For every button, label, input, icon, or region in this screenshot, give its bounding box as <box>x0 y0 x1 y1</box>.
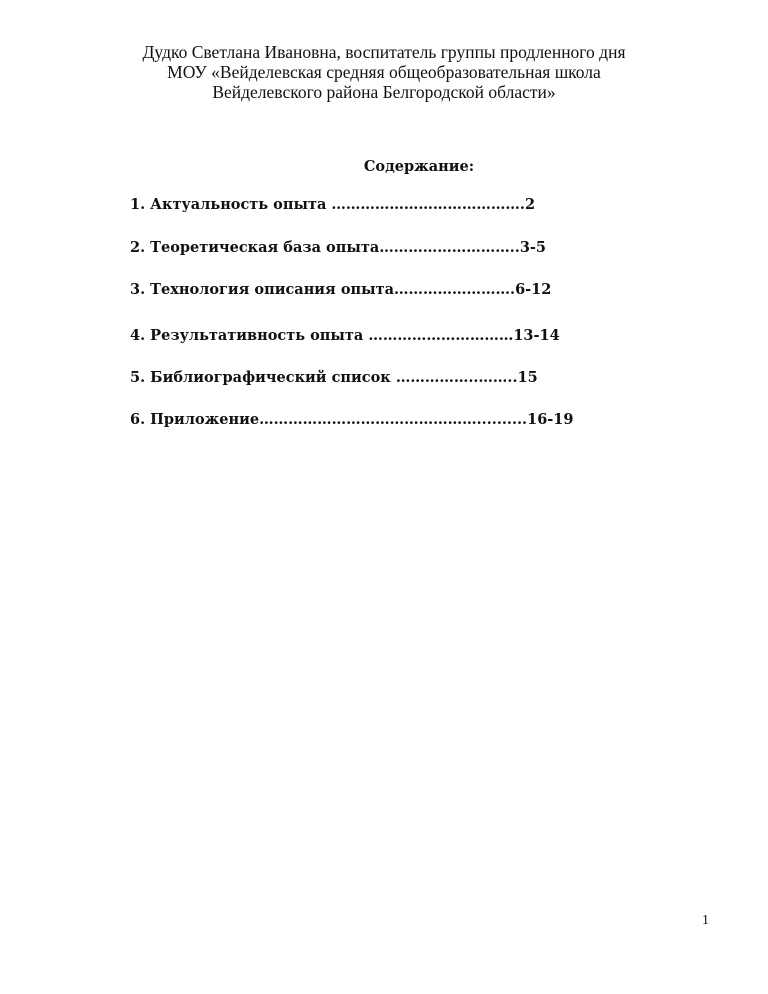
toc-item: 2. Теоретическая база опыта………………………..3-5 <box>130 239 547 256</box>
page-number: 1 <box>702 913 709 928</box>
toc-item: 5. Библиографический список ……………..……..15 <box>130 369 538 386</box>
document-header <box>0 42 768 102</box>
toc-item: 4. Результативность опыта …………………………13-14 <box>130 327 560 344</box>
header-line-author: Дудко Светлана Ивановна, воспитатель группы продленного дня <box>142 42 626 62</box>
toc-title: Содержание: <box>363 158 475 175</box>
toc-item: 6. Приложение………………………………………..........16-19 <box>130 411 574 428</box>
header-line-school: МОУ «Вейделевская средняя общеобразовательная школа <box>167 62 601 82</box>
toc-item: 1. Актуальность опыта ………………………………….2 <box>130 196 536 213</box>
header-line-region: Вейделевского района Белгородской области» <box>212 82 556 102</box>
toc-item: 3. Технология описания опыта…………………….6-12 <box>130 281 552 298</box>
